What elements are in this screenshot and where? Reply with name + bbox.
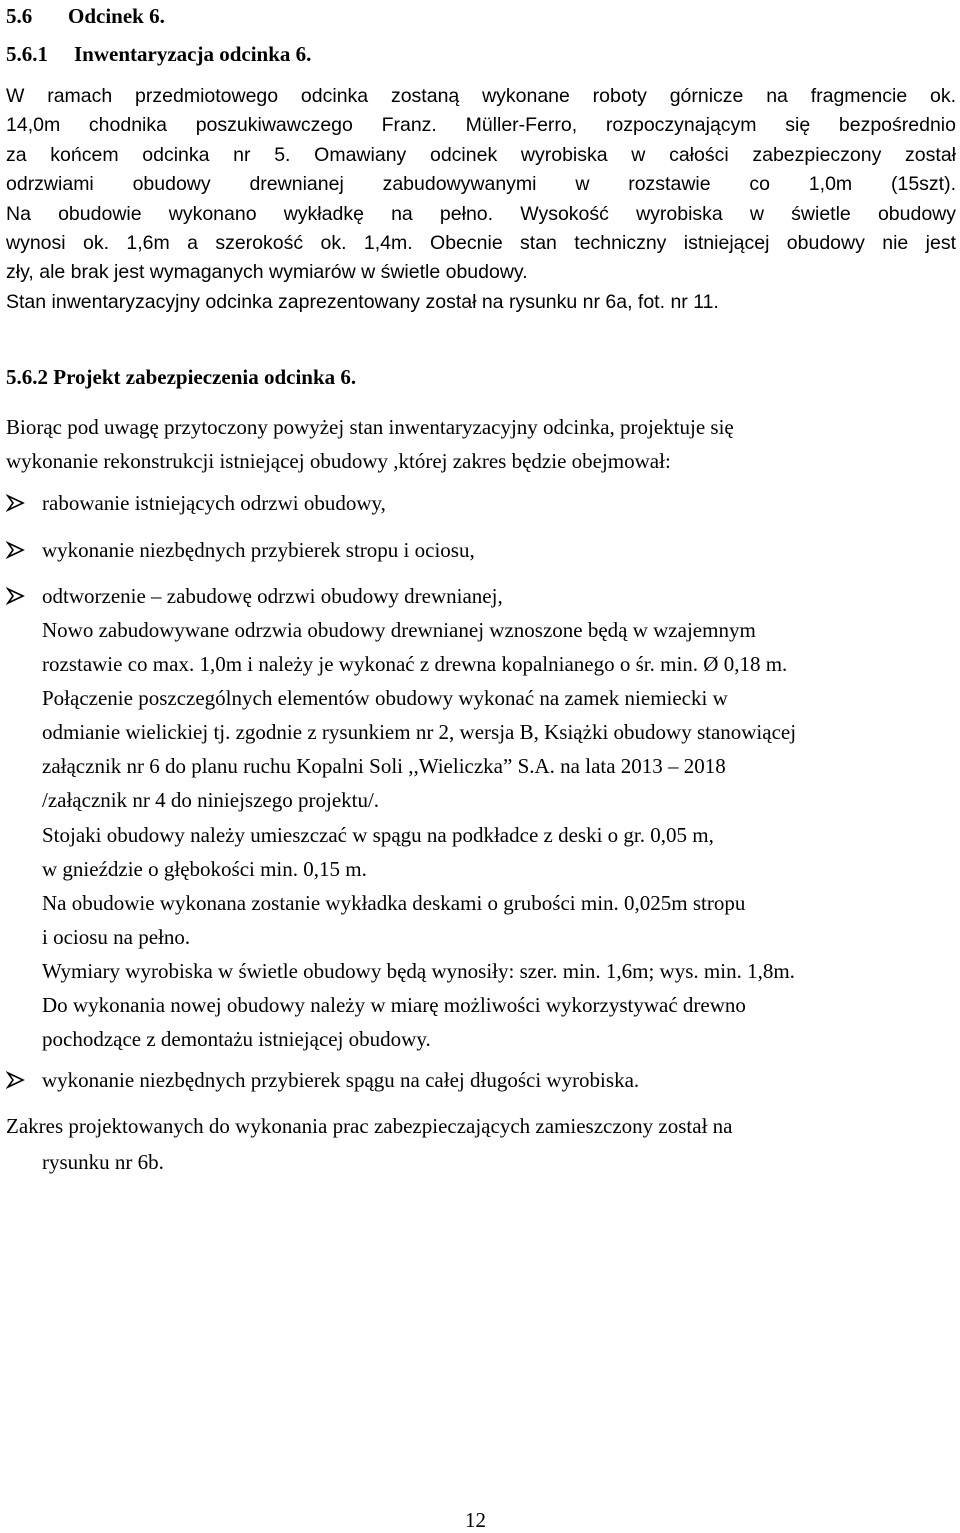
bullet-text: odtworzenie – zabudowę odrzwi obudowy drewnianej, (42, 584, 503, 608)
detail-line: rozstawie co max. 1,0m i należy je wykonać z drewna kopalnianego o śr. min. Ø 0,18 m. (42, 652, 788, 677)
detail-line: pochodzące z demontażu istniejącej obudowy. (42, 1027, 431, 1052)
paragraph-line: 14,0m chodnika poszukiwawczego Franz. Müller-Ferro, rozpoczynającym się bezpośrednio (6, 114, 956, 137)
subsection-number: 5.6.2 (6, 365, 48, 389)
detail-line: Nowo zabudowywane odrzwia obudowy drewnianej wznoszone będą w wzajemnym (42, 618, 756, 642)
project-intro (6, 410, 734, 478)
page-number: 12 (465, 1508, 486, 1532)
intro-line: wykonanie rekonstrukcji istniejącej obudowy ,której zakres będzie obejmował: (6, 449, 671, 473)
arrowhead-bullet-icon (6, 489, 36, 517)
paragraph-line: odrzwiami obudowy drewnianej zabudowywanymi w rozstawie co 1,0m (15szt). (6, 173, 956, 196)
section-title: Odcinek 6. (68, 4, 165, 28)
paragraph-line: za końcem odcinka nr 5. Omawiany odcinek wyrobiska w całości zabezpieczony został (6, 143, 956, 166)
bullet-text: wykonanie niezbędnych przybierek stropu i ociosu, (42, 538, 475, 562)
subsection-heading-project (6, 363, 356, 391)
detail-line: /załącznik nr 4 do niniejszego projektu/. (42, 788, 380, 813)
inventory-paragraph (6, 82, 956, 317)
arrowhead-bullet-icon (6, 536, 36, 564)
subsection-heading-inventory (6, 40, 311, 68)
paragraph-line: Na obudowie wykonano wykładkę na pełno. Wysokość wyrobiska w świetle obudowy (6, 202, 956, 225)
detail-line: Do wykonania nowej obudowy należy w miarę możliwości wykorzystywać drewno (42, 993, 746, 1018)
paragraph-line: zły, ale brak jest wymaganych wymiarów w świetle obudowy. (6, 261, 528, 284)
subsection-title: Inwentaryzacja odcinka 6. (74, 42, 312, 66)
subsection-title: Projekt zabezpieczenia odcinka 6. (53, 365, 357, 389)
arrowhead-bullet-icon (6, 1066, 36, 1094)
paragraph-line: wynosi ok. 1,6m a szerokość ok. 1,4m. Obecnie stan techniczny istniejącej obudowy nie jest (6, 232, 956, 255)
bullet-text: rabowanie istniejących odrzwi obudowy, (42, 491, 386, 515)
section-number: 5.6 (6, 4, 33, 28)
closing-line: Zakres projektowanych do wykonania prac zabezpieczających zamieszczony został na (6, 1114, 733, 1138)
closing-paragraph (6, 1108, 732, 1180)
paragraph-line: Stan inwentaryzacyjny odcinka zaprezentowany został na rysunku nr 6a, fot. nr 11. (6, 290, 719, 313)
bullet-details (42, 613, 796, 1056)
detail-line: w gnieździe o głębokości min. 0,15 m. (42, 856, 367, 881)
detail-line: załącznik nr 6 do planu ruchu Kopalni Soli ,,Wieliczka” S.A. na lata 2013 – 2018 (42, 754, 726, 779)
detail-line: Na obudowie wykonana zostanie wykładka deskami o grubości min. 0,025m stropu (42, 890, 746, 915)
arrowhead-bullet-icon (6, 582, 36, 610)
detail-line: odmianie wielickiej tj. zgodnie z rysunkiem nr 2, wersja B, Książki obudowy stanowiącej (42, 720, 797, 745)
detail-line: Połączenie poszczególnych elementów obudowy wykonać na zamek niemiecki w (42, 686, 728, 711)
subsection-number: 5.6.1 (6, 42, 48, 66)
bullet-text: wykonanie niezbędnych przybierek spągu na całej długości wyrobiska. (42, 1068, 640, 1092)
detail-line: Stojaki obudowy należy umieszczać w spągu na podkładce z deski o gr. 0,05 m, (42, 822, 714, 847)
detail-line: i ociosu na pełno. (42, 924, 191, 949)
section-heading (6, 2, 165, 30)
paragraph-line: W ramach przedmiotowego odcinka zostaną wykonane roboty górnicze na fragmencie ok. (6, 85, 956, 107)
closing-line: rysunku nr 6b. (42, 1150, 164, 1174)
intro-line: Biorąc pod uwagę przytoczony powyżej stan inwentaryzacyjny odcinka, projektuje się (6, 415, 734, 439)
detail-line: Wymiary wyrobiska w świetle obudowy będą wynosiły: szer. min. 1,6m; wys. min. 1,8m. (42, 958, 795, 983)
